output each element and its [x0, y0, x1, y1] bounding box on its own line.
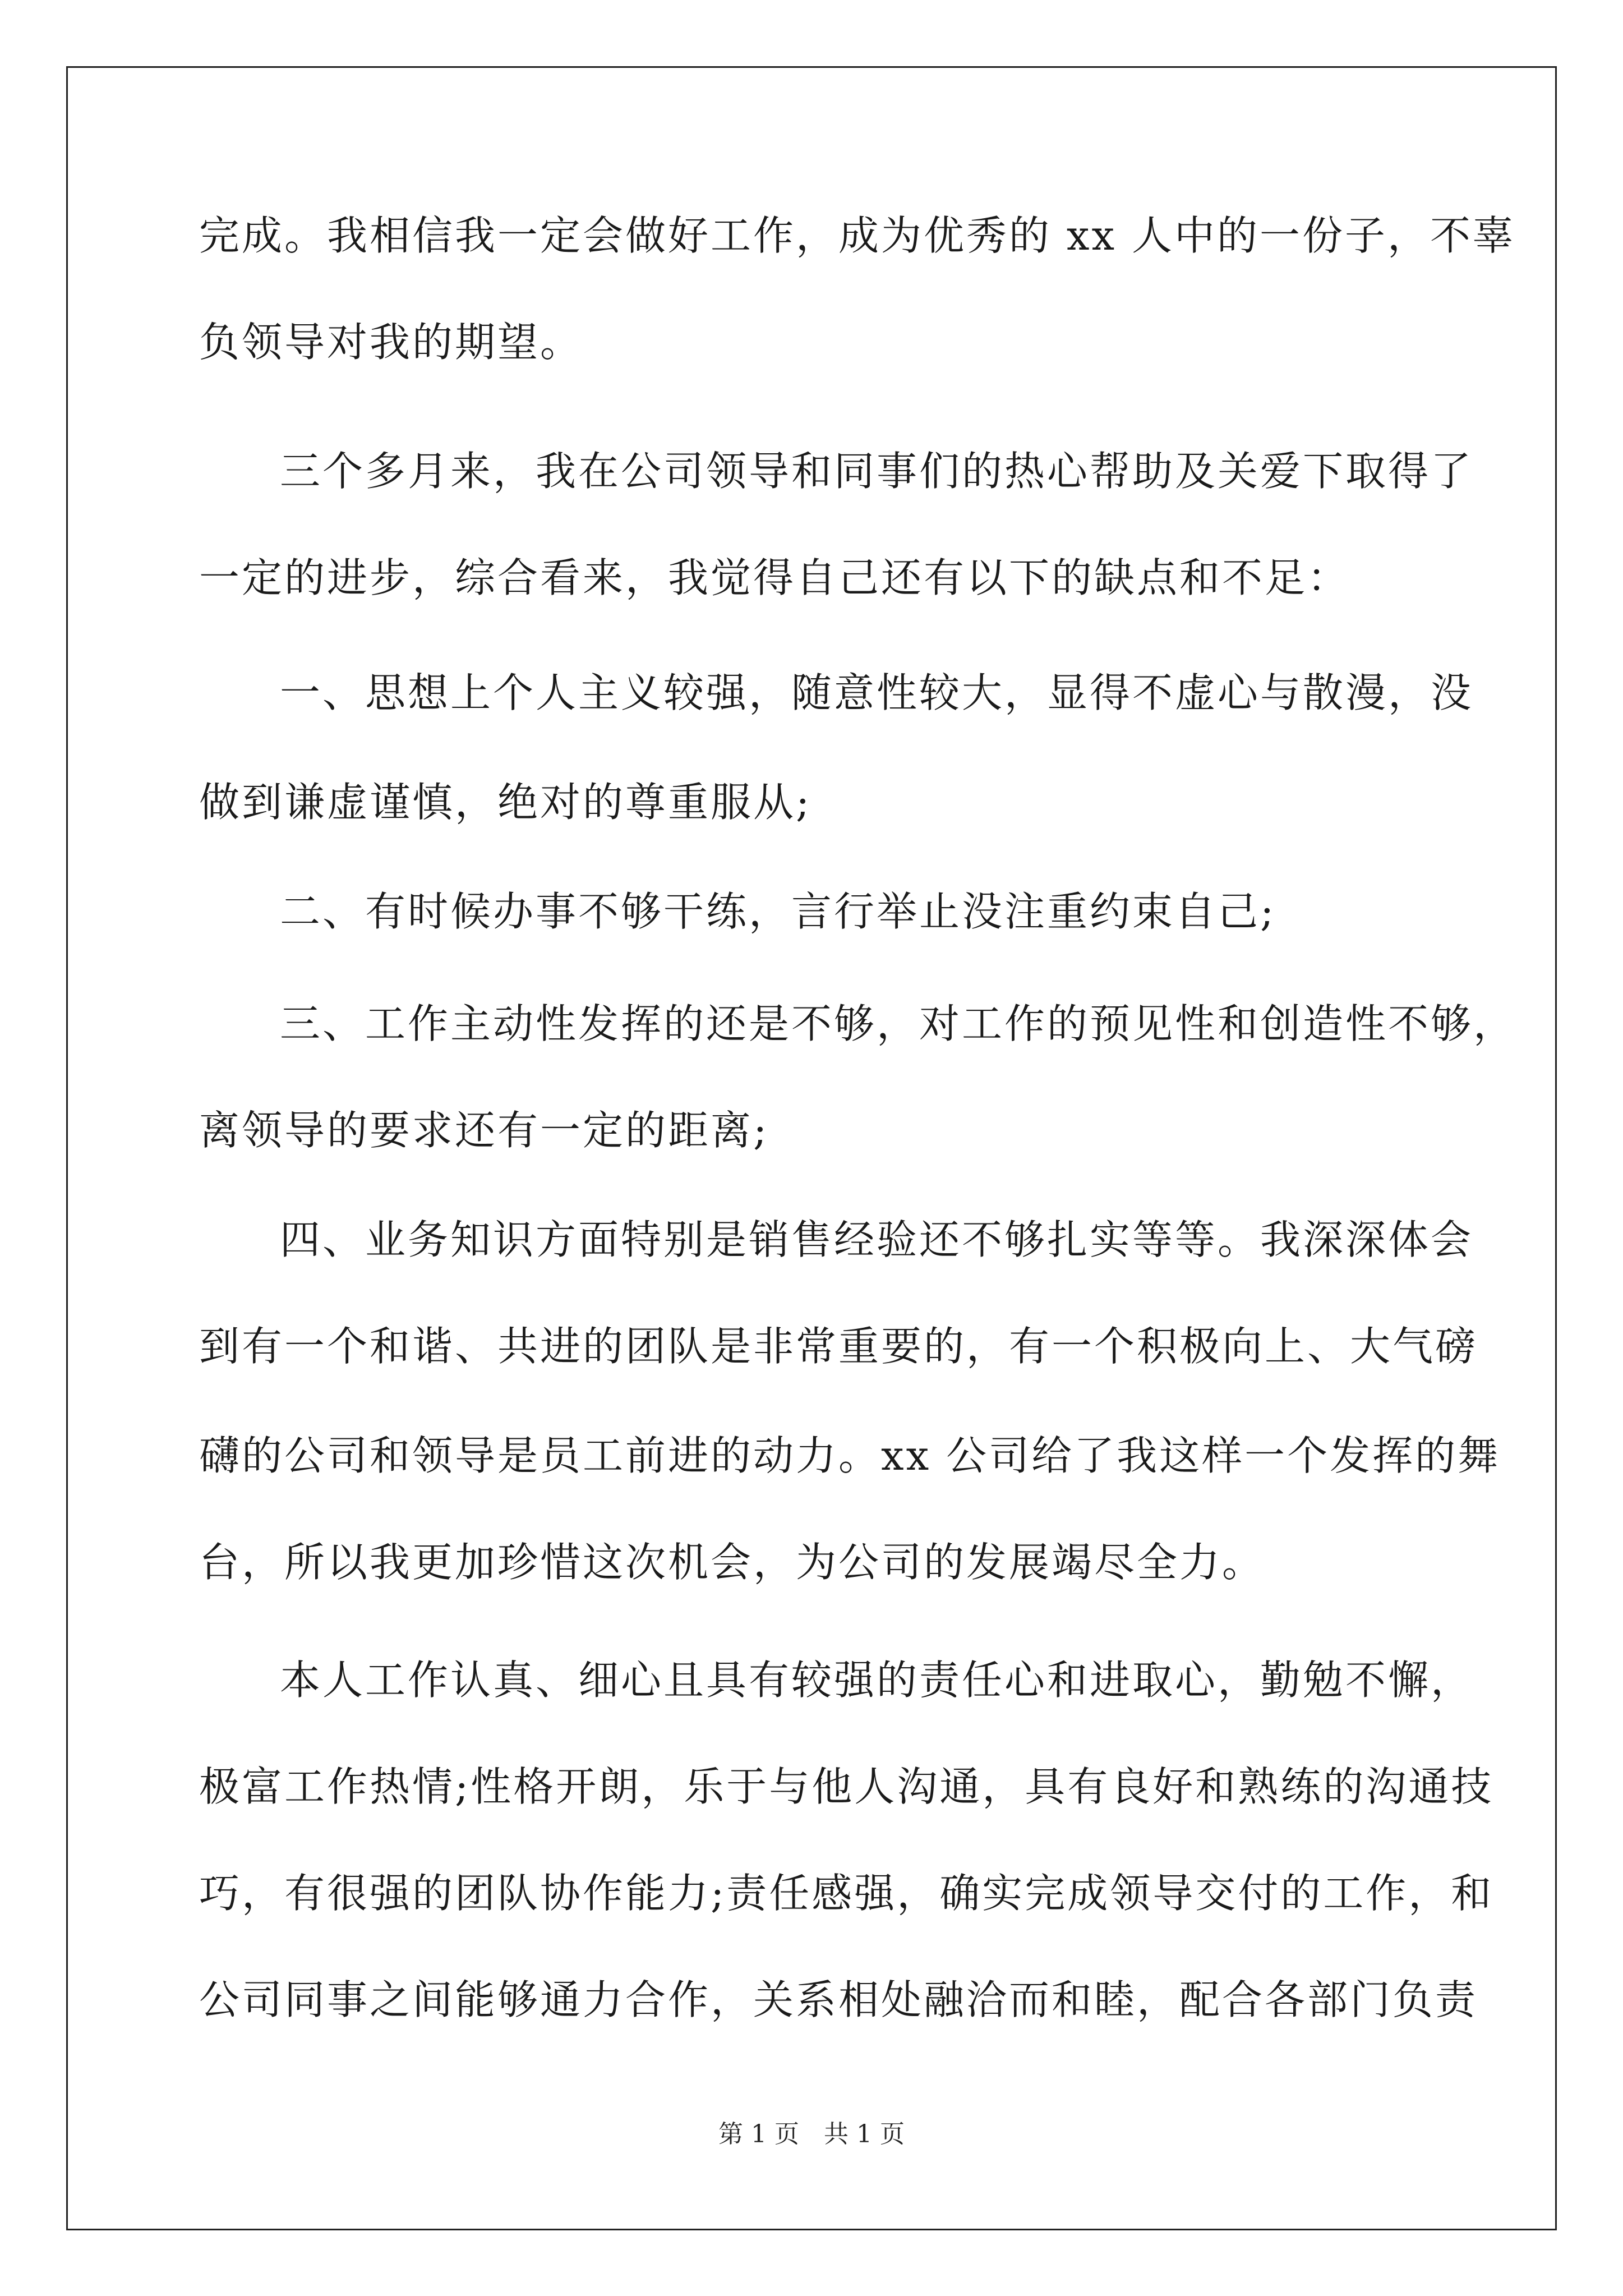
text-line: 负领导对我的期望。	[199, 319, 583, 366]
text-line: 本人工作认真、细心且具有较强的责任心和进取心，勤勉不懈，	[280, 1657, 1474, 1704]
text-line: 公司同事之间能够通力合作，关系相处融洽而和睦，配合各部门负责	[199, 1976, 1478, 2023]
text-line: 三、工作主动性发挥的还是不够，对工作的预见性和创造性不够，	[280, 1000, 1516, 1047]
text-line: 一、思想上个人主义较强，随意性较大，显得不虚心与散漫，没	[280, 669, 1474, 716]
text-line: 到有一个和谐、共进的团队是非常重要的，有一个积极向上、大气磅	[199, 1323, 1478, 1370]
text-line: 做到谦虚谨慎，绝对的尊重服从;	[199, 779, 812, 826]
page-footer: 第 1 页 共 1 页	[718, 2120, 905, 2148]
text-line: 二、有时候办事不够干练，言行举止没注重约束自己;	[280, 888, 1276, 935]
text-line: 四、业务知识方面特别是销售经验还不够扎实等等。我深深体会	[280, 1216, 1474, 1263]
text-line: 完成。我相信我一定会做好工作，成为优秀的 xx 人中的一份子，不辜	[199, 212, 1515, 259]
text-line: 三个多月来，我在公司领导和同事们的热心帮助及关爱下取得了	[280, 448, 1474, 495]
text-line: 极富工作热情;性格开朗，乐于与他人沟通，具有良好和熟练的沟通技	[199, 1763, 1494, 1810]
text-line: 巧，有很强的团队协作能力;责任感强，确实完成领导交付的工作，和	[199, 1870, 1494, 1917]
text-line: 一定的进步，综合看来，我觉得自己还有以下的缺点和不足：	[199, 554, 1350, 601]
text-line: 礴的公司和领导是员工前进的动力。xx 公司给了我这样一个发挥的舞	[199, 1432, 1501, 1479]
text-line: 台，所以我更加珍惜这次机会，为公司的发展竭尽全力。	[199, 1539, 1265, 1586]
text-line: 离领导的要求还有一定的距离;	[199, 1107, 769, 1154]
